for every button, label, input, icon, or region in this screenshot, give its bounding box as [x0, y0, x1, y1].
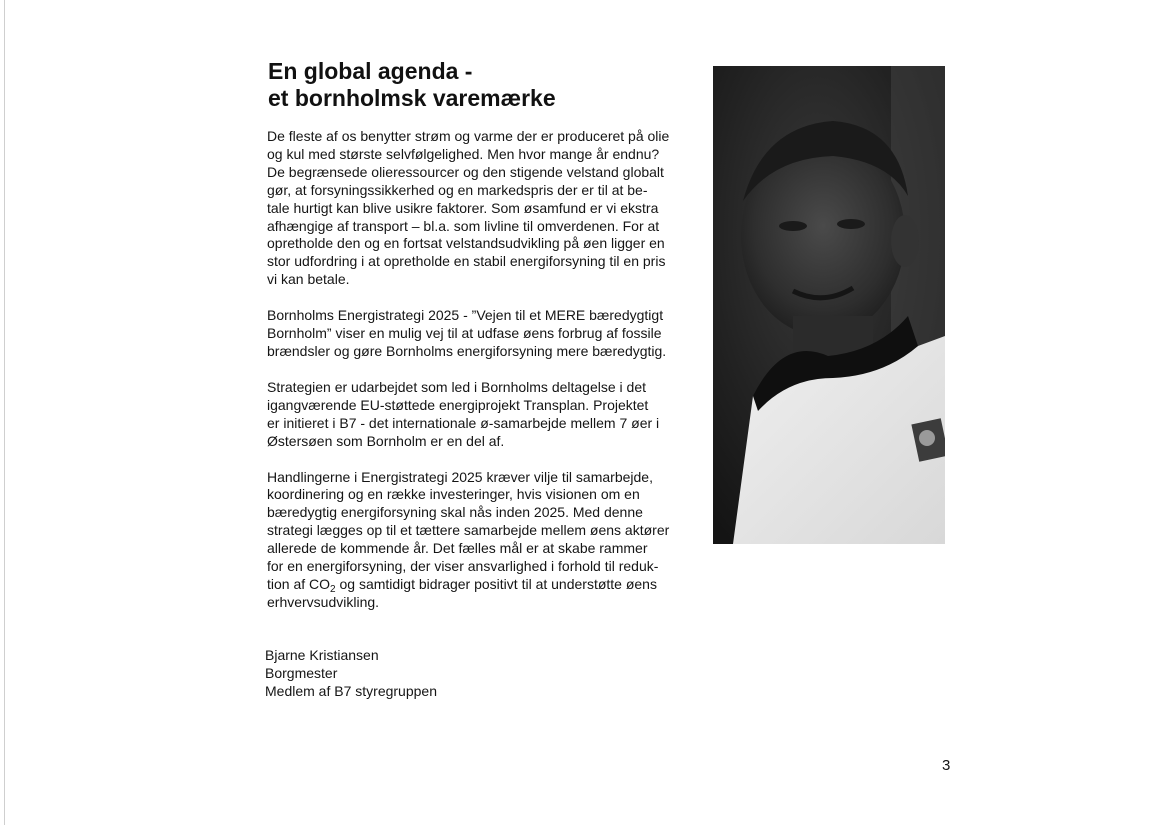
text-line: koordinering og en række investeringer, hvis visionen om en	[267, 486, 640, 503]
co2-text-before: tion af CO	[267, 575, 331, 592]
text-line: afhængige af transport – bl.a. som livline til omverdenen. For at	[267, 217, 660, 234]
co2-text-after: og samtidigt bidrager positivt til at understøtte øens	[335, 575, 657, 592]
text-line: er initieret i B7 - det internationale ø-samarbejde mellem 7 øer i	[267, 414, 660, 431]
paragraph-3	[267, 379, 707, 451]
body-text	[267, 128, 707, 630]
text-line: og kul med største selvfølgelighed. Men hvor mange år endnu?	[267, 145, 660, 162]
co2-subscript: 2	[330, 583, 336, 595]
text-line: strategi lægges op til et tættere samarbejde mellem øens aktører	[267, 522, 670, 539]
signature-name: Bjarne Kristiansen	[265, 647, 379, 663]
text-line: tale hurtigt kan blive usikre faktorer. Som øsamfund er vi ekstra	[267, 199, 659, 216]
heading-line-1: En global agenda -	[268, 58, 473, 84]
text-line: allerede de kommende år. Det fælles mål er at skabe rammer	[267, 540, 648, 557]
portrait-photo	[713, 66, 945, 544]
signature-role: Medlem af B7 styregruppen	[265, 683, 437, 699]
page-number: 3	[942, 757, 951, 774]
paragraph-2	[267, 307, 707, 361]
co2-line	[267, 576, 707, 594]
paragraph-4	[267, 469, 707, 612]
text-line: Strategien er udarbejdet som led i Bornholms deltagelse i det	[267, 378, 646, 395]
page-edge-line	[4, 0, 5, 825]
text-line: De fleste af os benytter strøm og varme der er produceret på olie	[267, 128, 670, 144]
paragraph-1	[267, 128, 707, 289]
text-line: brændsler og gøre Bornholms energiforsyning mere bæredygtig.	[267, 342, 667, 359]
signature-block	[265, 646, 437, 700]
text-line: De begrænsede olieressourcer og den stigende velstand globalt	[267, 163, 664, 180]
heading-line-2: et bornholmsk varemærke	[268, 85, 556, 111]
text-line: for en energiforsyning, der viser ansvarlighed i forhold til reduk-	[267, 558, 659, 575]
text-line: Bornholms Energistrategi 2025 - ”Vejen til et MERE bæredygtigt	[267, 307, 664, 324]
text-line: Bornholm” viser en mulig vej til at udfase øens forbrug af fossile	[267, 325, 662, 342]
page-heading	[268, 58, 556, 112]
text-line: stor udfordring i at opretholde en stabil energiforsyning til en pris	[267, 253, 666, 270]
signature-title: Borgmester	[265, 665, 338, 681]
text-line: Handlingerne i Energistrategi 2025 kræver vilje til samarbejde,	[267, 468, 653, 485]
text-line: bæredygtig energiforsyning skal nås inden 2025. Med denne	[267, 504, 643, 521]
text-line: opretholde den og en fortsat velstandsudvikling på øen ligger en	[267, 235, 665, 252]
text-line: igangværende EU-støttede energiprojekt Transplan. Projektet	[267, 396, 649, 413]
text-line: erhvervsudvikling.	[267, 593, 380, 610]
text-line: gør, at forsyningssikkerhed og en markedspris der er til at be-	[267, 181, 648, 198]
text-line: vi kan betale.	[267, 271, 350, 288]
text-line: Østersøen som Bornholm er en del af.	[267, 432, 505, 449]
